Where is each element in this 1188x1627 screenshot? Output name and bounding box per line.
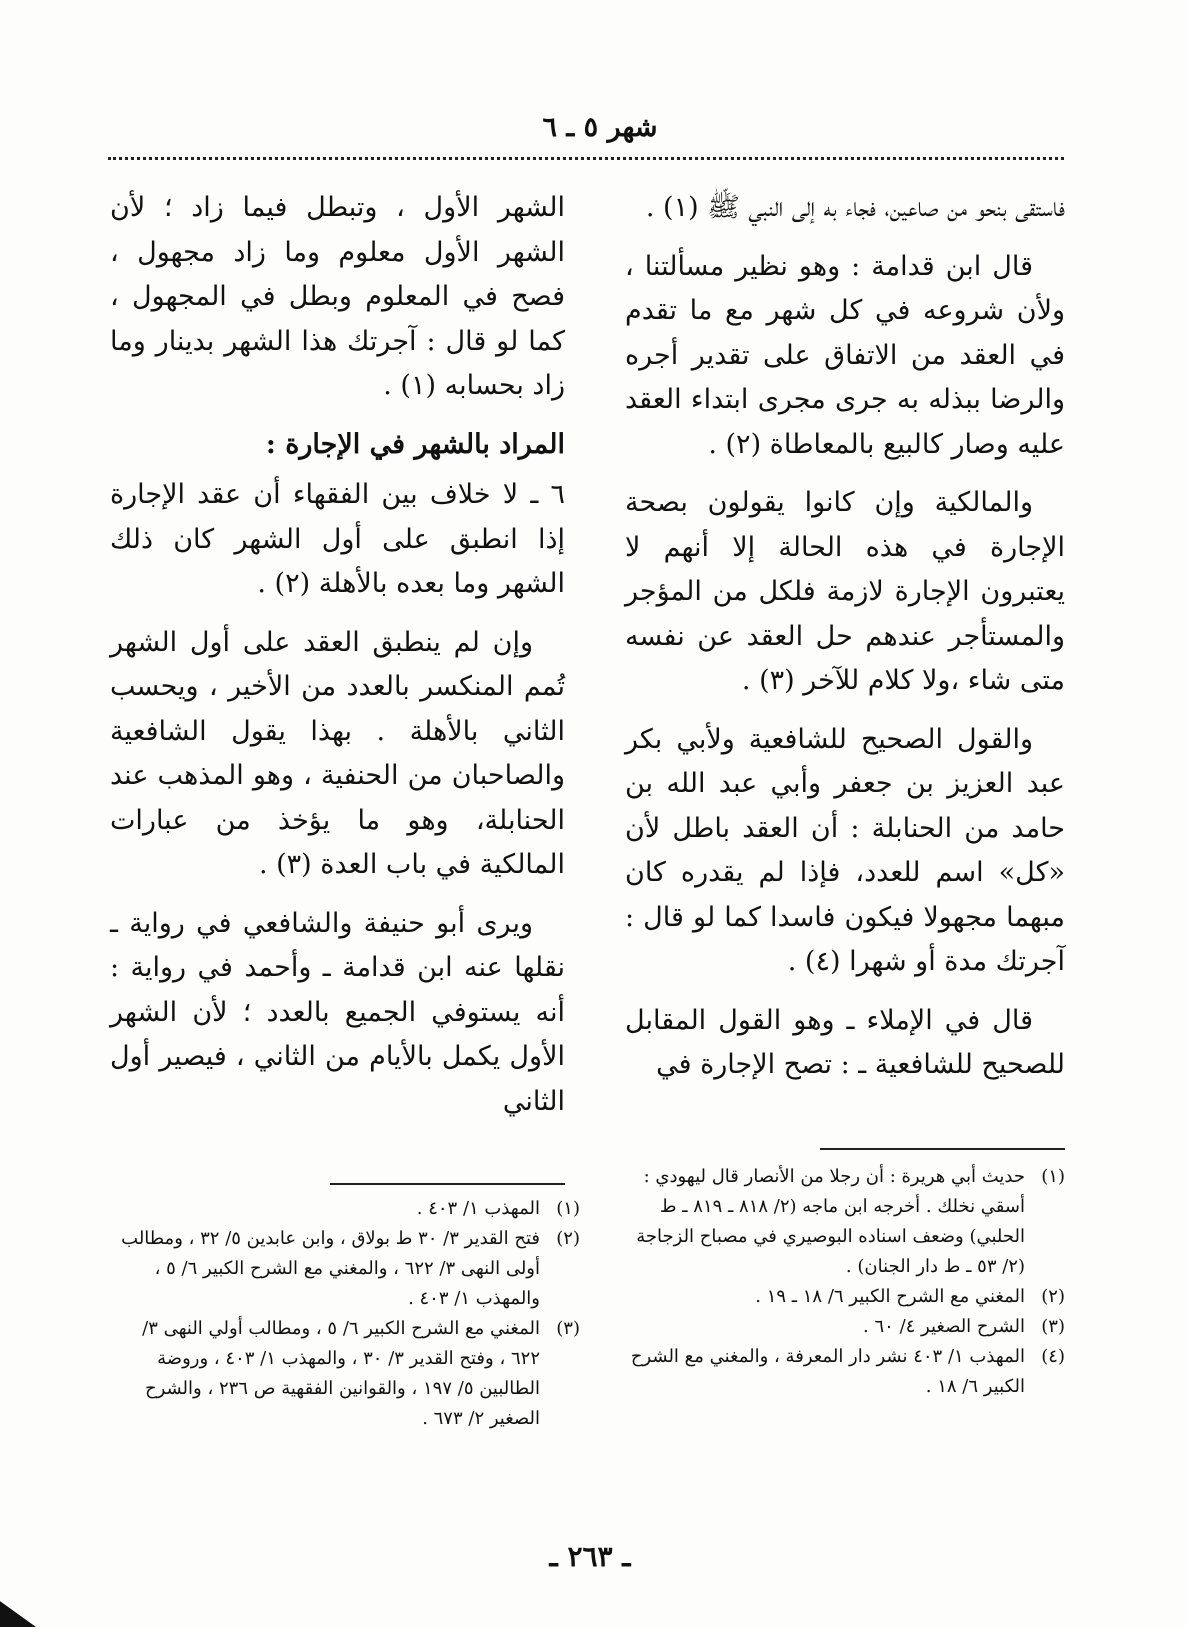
left-paragraph-4: ويرى أبو حنيفة والشافعي في رواية ـ نقلها عنه ابن قدامة ـ وأحمد في رواية : أنه يستوفي الجميع بالعدد ؛ لأن الشهر الأول يكمل بالأيام من الثاني ، فيصير أول الثاني bbox=[110, 907, 565, 1117]
footnote-number: (٣) bbox=[556, 1318, 580, 1339]
page-number: ـ ٢٦٣ ـ bbox=[549, 1540, 631, 1573]
footnote-number: (٣) bbox=[1041, 1316, 1065, 1337]
footnote-text: المهذب ١/ ٤٠٣ نشر دار المعرفة ، والمغني مع الشرح الكبير ٦/ ١٨ . bbox=[630, 1346, 1025, 1397]
left-paragraph-2: ٦ ـ لا خلاف بين الفقهاء أن عقد الإجارة إذا انطبق على أول الشهر كان ذلك الشهر وما بعده بالأهلة (٢) . bbox=[110, 479, 565, 599]
right-text-column bbox=[625, 186, 1065, 1102]
footnote-text: المهذب ١/ ٤٠٣ . bbox=[416, 1198, 540, 1219]
footnote-item bbox=[110, 1314, 580, 1434]
right-footnotes bbox=[625, 1162, 1065, 1402]
right-paragraph-2: قال ابن قدامة : وهو نظير مسألتنا ، ولأن شروعه في كل شهر مع ما تقدم في العقد من الاتفاق على تقدير أجره والرضا ببذله به جرى مجرى ابتداء العقد عليه وصار كالبيع بالمعاطاة (٢) . bbox=[625, 250, 1065, 460]
footnote-item bbox=[625, 1342, 1065, 1402]
header-dotted-rule bbox=[108, 157, 1064, 160]
footnote-item bbox=[110, 1194, 580, 1224]
footnote-number: (١) bbox=[556, 1198, 580, 1219]
footnote-number: (٢) bbox=[556, 1228, 580, 1249]
footnote-text: الشرح الصغير ٤/ ٦٠ . bbox=[863, 1316, 1025, 1337]
right-paragraph-4: والقول الصحيح للشافعية ولأبي بكر عبد العزيز بن جعفر وأبي عبد الله بن حامد من الحنابلة : أن العقد باطل لأن «كل» اسم للعدد، فإذا لم يقدره كان مبهما مجهولا فيكون فاسدا كما لو قال : آجرتك مدة أو شهرا (٤) . bbox=[625, 723, 1066, 977]
footnote-text: المغني مع الشرح الكبير ٦/ ١٨ ـ ١٩ . bbox=[755, 1286, 1025, 1307]
left-paragraph-1: الشهر الأول ، وتبطل فيما زاد ؛ لأن الشهر الأول معلوم وما زاد مجهول ، فصح في المعلوم وبطل في المجهول ، كما لو قال : آجرتك هذا الشهر بدينار وما زاد بحسابه (١) . bbox=[110, 192, 565, 401]
left-footnote-rule bbox=[330, 1183, 565, 1185]
footnote-item bbox=[625, 1312, 1065, 1342]
right-paragraph-5: قال في الإملاء ـ وهو القول المقابل للصحيح للشافعية ـ : تصح الإجارة في bbox=[625, 1004, 1065, 1080]
section-heading: المراد بالشهر في الإجارة : bbox=[265, 428, 565, 460]
footnote-item bbox=[625, 1162, 1065, 1282]
left-footnotes bbox=[110, 1194, 580, 1434]
footnote-number: (٢) bbox=[1041, 1286, 1065, 1307]
footnote-number: (١) bbox=[1041, 1166, 1065, 1187]
footnote-number: (٤) bbox=[1041, 1346, 1065, 1367]
scan-corner-shadow bbox=[0, 1590, 36, 1627]
footnote-text: المغني مع الشرح الكبير ٦/ ٥ ، ومطالب أولي النهى ٣/ ٦٢٢ ، وفتح القدير ٣/ ٣٠ ، والمهذب ١/ ٤٠٣ ، وروضة الطالبين ٥/ ١٩٧ ، والقوانين الفقهية ص ٢٣٦ ، والشرح الصغير ٢/ ٦٧٣ . bbox=[142, 1318, 540, 1429]
left-text-column bbox=[110, 186, 565, 1138]
footnote-text: فتح القدير ٣/ ٣٠ ط بولاق ، وابن عابدين ٥/ ٣٢ ، ومطالب أولى النهى ٣/ ٦٢٢ ، والمغني مع الشرح الكبير ٦/ ٥ ، والمهذب ١/ ٤٠٣ . bbox=[121, 1228, 540, 1309]
right-footnote-rule bbox=[820, 1148, 1065, 1150]
left-paragraph-3: وإن لم ينطبق العقد على أول الشهر تُمم المنكسر بالعدد من الأخير ، ويحسب الثاني بالأهلة . بهذا يقول الشافعية والصاحبان من الحنفية ، وهو المذهب عند الحنابلة، وهو ما يؤخذ من عبارات المالكية في باب العدة (٣) . bbox=[110, 626, 565, 880]
footnote-item bbox=[625, 1282, 1065, 1312]
footnote-item bbox=[110, 1224, 580, 1314]
page-header-title: شهر ٥ ـ ٦ bbox=[542, 112, 658, 143]
footnote-text: حديث أبي هريرة : أن رجلا من الأنصار قال ليهودي : أسقي نخلك . أخرجه ابن ماجه (٢/ ٨١٨ ـ ٨١٩ ـ ط الحلبي) وضعف اسناده البوصيري في مصباح الزجاجة (٢/ ٥٣ ـ ط دار الجنان) . bbox=[636, 1166, 1025, 1277]
right-paragraph-3: والمالكية وإن كانوا يقولون بصحة الإجارة في هذه الحالة إلا أنهم لا يعتبرون الإجارة لازمة فلكل من المؤجر والمستأجر عندهم حل العقد عن نفسه متى شاء ،ولا كلام للآخر (٣) . bbox=[625, 487, 1065, 696]
right-paragraph-1: فاستقى بنحو من صاعين، فجاء به إلى النبي ﷺ (١) . bbox=[645, 192, 1065, 223]
